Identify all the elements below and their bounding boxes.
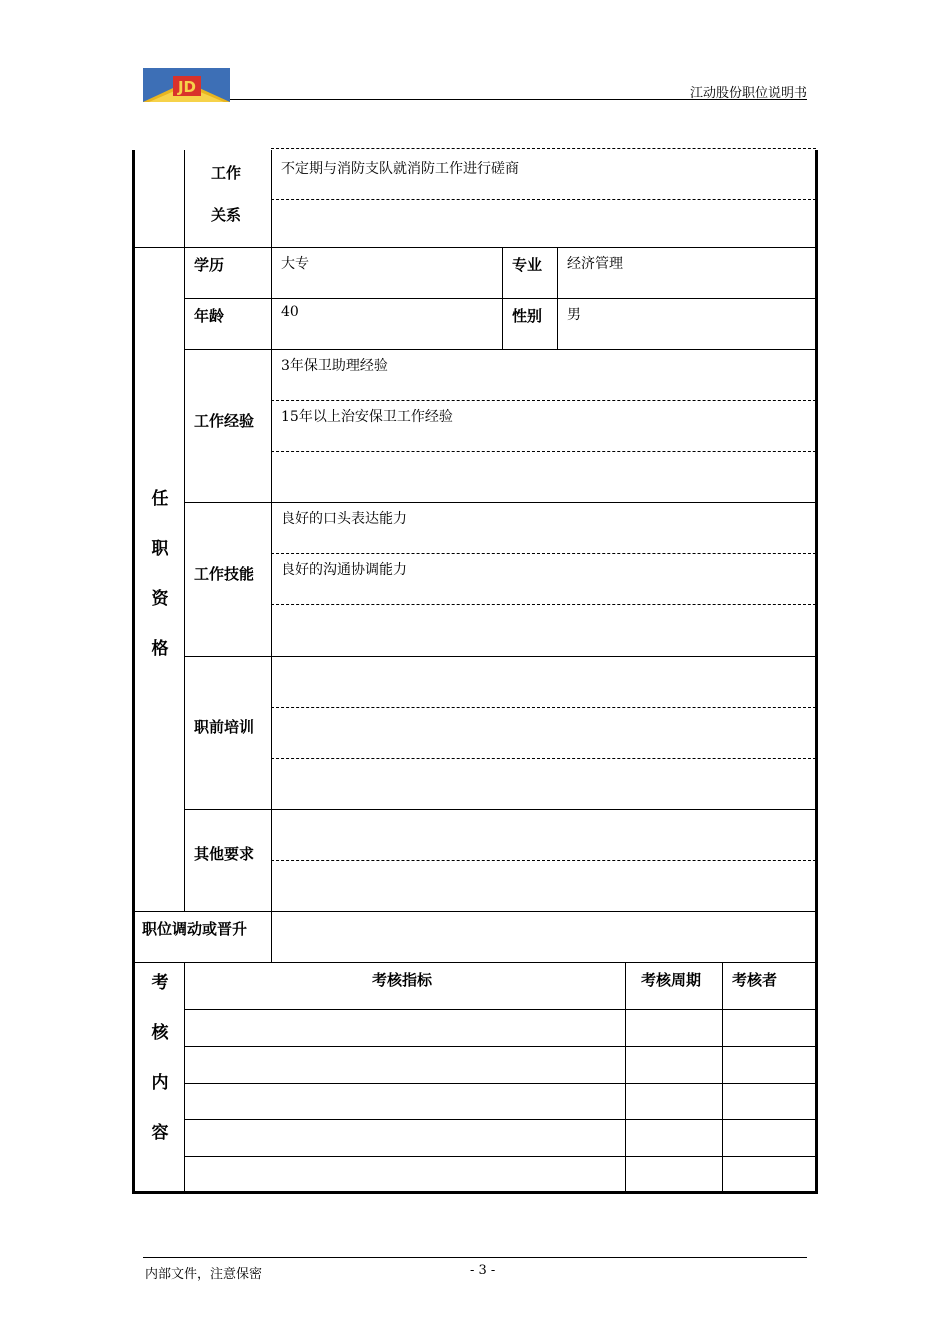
education-label: 学历 xyxy=(194,256,225,274)
assessment-col-period: 考核周期 xyxy=(641,971,702,989)
assessment-label-char-4: 容 xyxy=(151,1123,169,1143)
experience-item-2: 15年以上治安保卫工作经验 xyxy=(281,409,453,425)
skills-label: 工作技能 xyxy=(194,565,255,583)
skills-item-1: 良好的口头表达能力 xyxy=(281,511,407,527)
page-number: - 3 - xyxy=(470,1263,496,1278)
assessment-col-assessor: 考核者 xyxy=(732,971,778,989)
major-value: 经济管理 xyxy=(567,256,623,272)
age-value: 40 xyxy=(281,304,299,320)
qualification-label-char-3: 资 xyxy=(151,589,169,609)
education-value: 大专 xyxy=(281,256,309,272)
transfer-label: 职位调动或晋升 xyxy=(142,920,248,938)
footer-rule xyxy=(143,1257,807,1258)
experience-label: 工作经验 xyxy=(194,412,255,430)
qualification-label-char-1: 任 xyxy=(151,489,169,509)
relation-label-line1: 工作 xyxy=(211,164,242,182)
document-title: 江动股份职位说明书 xyxy=(689,86,807,101)
relation-label-line2: 关系 xyxy=(211,206,242,224)
svg-text:JD: JD xyxy=(177,78,197,96)
major-label: 专业 xyxy=(512,256,543,274)
gender-value: 男 xyxy=(567,307,581,323)
assessment-label-char-3: 内 xyxy=(151,1073,169,1093)
qualification-label-char-2: 职 xyxy=(151,539,169,559)
gender-label: 性别 xyxy=(512,307,543,325)
training-label: 职前培训 xyxy=(194,718,255,736)
assessment-col-indicator: 考核指标 xyxy=(372,971,433,989)
relation-row-1: 不定期与消防支队就消防工作进行磋商 xyxy=(281,161,519,177)
skills-item-2: 良好的沟通协调能力 xyxy=(281,562,407,578)
age-label: 年龄 xyxy=(194,307,225,325)
company-logo xyxy=(143,68,230,102)
job-description-table xyxy=(132,150,818,1194)
assessment-label-char-1: 考 xyxy=(151,973,169,993)
qualification-label-char-4: 格 xyxy=(151,639,169,659)
other-requirements-label: 其他要求 xyxy=(194,845,255,863)
footer-confidential: 内部文件，注意保密 xyxy=(145,1267,263,1282)
experience-item-1: 3年保卫助理经验 xyxy=(281,358,388,374)
assessment-label-char-2: 核 xyxy=(151,1023,169,1043)
